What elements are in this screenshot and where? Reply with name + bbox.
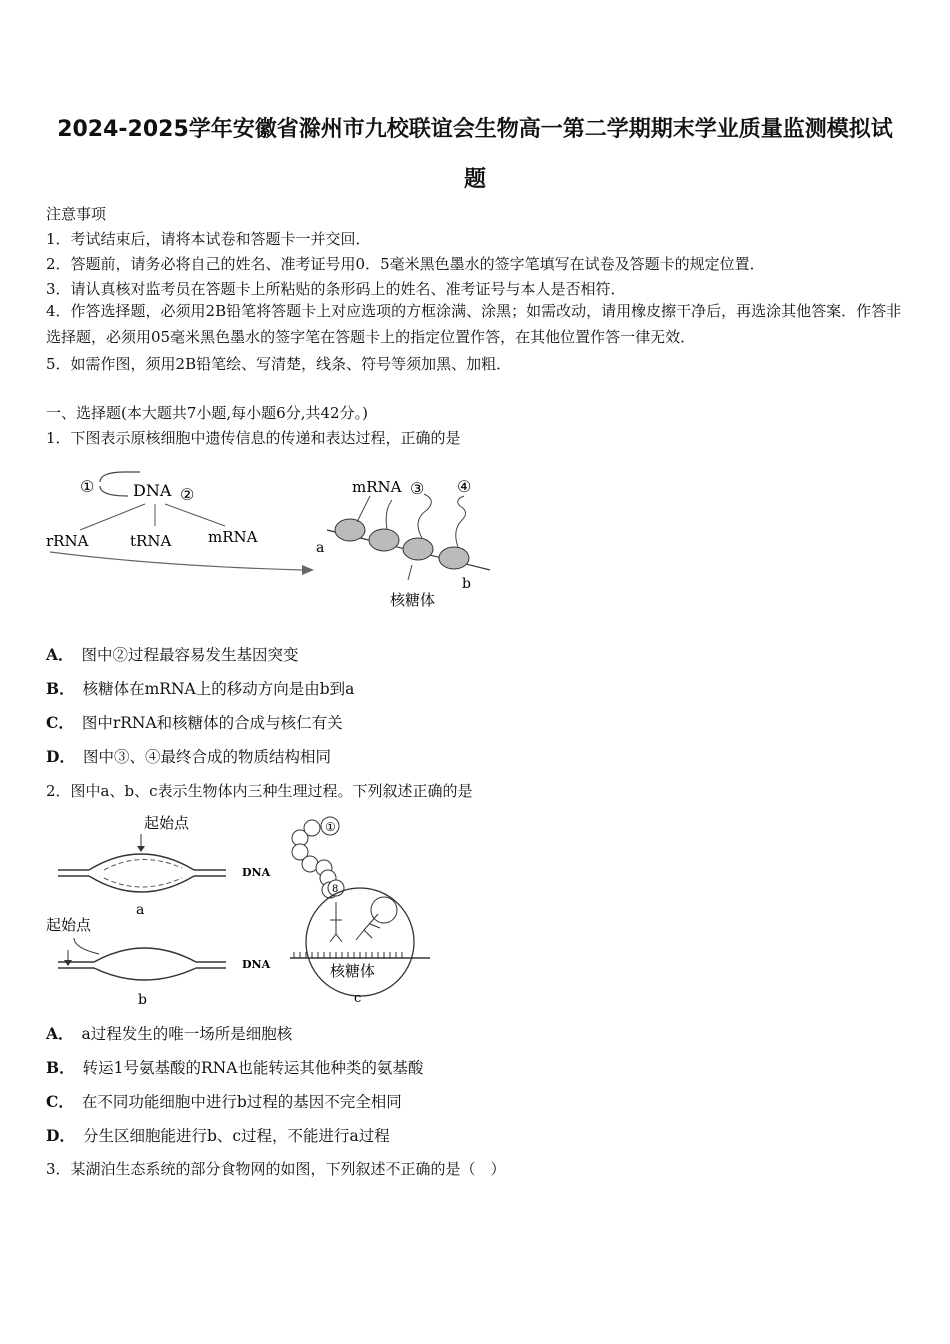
q1-rrna-label: rRNA [46, 532, 89, 550]
q2-origin-b-label: 起始点 [46, 916, 92, 934]
q1-trna-label: tRNA [130, 532, 172, 550]
q1-mrna-label: mRNA [208, 528, 258, 546]
document-title-line1: 2024-2025学年安徽省滁州市九校联谊会生物高一第二学期期末学业质量监测模拟试 [57, 117, 893, 142]
q2-label-a: a [136, 902, 145, 918]
document-title-line2: 题 [463, 167, 486, 192]
q3-stem: 3．某湖泊生态系统的部分食物网的如图，下列叙述不正确的是（ ） [46, 1160, 506, 1178]
q2-option-a: A． a过程发生的唯一场所是细胞核 [46, 1024, 293, 1043]
q1-arrow-mrna [165, 504, 225, 526]
q2-dna-b-label: DNA [242, 958, 271, 971]
q2-option-c: C． 在不同功能细胞中进行b过程的基因不完全相同 [46, 1092, 402, 1111]
notice-item-2: 2．答题前，请务必将自己的姓名、准考证号用0．5毫米黑色墨水的签字笔填写在试卷及答题卡的规定位置． [46, 255, 765, 273]
q1-long-arrow [50, 552, 302, 570]
q1-option-c: C． 图中rRNA和核糖体的合成与核仁有关 [46, 713, 343, 732]
q2-ribosome-label: 核糖体 [330, 962, 376, 980]
q2-bubble-a-top [89, 854, 194, 870]
q1-circle-3-label: ③ [410, 479, 425, 498]
q2-label-c: c [354, 991, 362, 1006]
notice-item-1: 1．考试结束后，请将本试卷和答题卡一并交回． [46, 230, 371, 248]
q1-translation-diagram [312, 470, 497, 618]
q2-circle-top-label: ① [325, 820, 336, 834]
q1-ribosome-label: 核糖体 [390, 591, 436, 609]
q1-arrow-rrna [80, 504, 145, 530]
q2-stem: 2．图中a、b、c表示生物体内三种生理过程。下列叙述正确的是 [46, 782, 473, 800]
notice-heading: 注意事项 [46, 205, 107, 223]
q1-ribosome-2 [369, 529, 399, 551]
q1-ribosome-4 [439, 547, 469, 569]
q1-ribosome-3 [403, 538, 433, 560]
q1-end-a-label: a [316, 540, 325, 556]
q2-circle-8-label: 8 [332, 884, 339, 895]
q1-option-a: A． 图中②过程最容易发生基因突变 [46, 645, 299, 664]
q1-dna-label: DNA [133, 481, 172, 500]
q1-circle-4-label: ④ [457, 477, 472, 496]
notice-item-5: 5．如需作图，须用2B铅笔绘、写清楚，线条、符号等须加黑、加粗． [46, 355, 512, 373]
q1-transcription-diagram [40, 468, 320, 586]
q2-option-b: B． 转运1号氨基酸的RNA也能转运其他种类的氨基酸 [46, 1058, 424, 1077]
q2-dna-a-label: DNA [242, 866, 271, 879]
q2-bubble-b-top [94, 948, 196, 962]
q1-end-b-label: b [462, 576, 471, 592]
q2-bubble-b-bottom [94, 968, 196, 980]
q1-ribosome-1 [335, 519, 365, 541]
section-heading: 一、选择题(本大题共7小题,每小题6分,共42分。) [46, 404, 368, 422]
q1-circle-1-label: ① [80, 477, 95, 496]
q2-label-b: b [138, 992, 147, 1008]
notice-item-4: 4．作答选择题，必须用2B铅笔将答题卡上对应选项的方框涂满、涂黑；如需改动，请用橡皮擦干净后，再选涂其他答案．作答非选择题，必须用05毫米黑色墨水的签字笔在答题卡上的指定位置作答，在其他位置作答一律无效． [46, 302, 902, 346]
q1-option-d: D． 图中③、④最终合成的物质结构相同 [46, 747, 331, 766]
q2-translation-diagram [286, 814, 436, 1006]
q2-option-d: D． 分生区细胞能进行b、c过程，不能进行a过程 [46, 1126, 390, 1145]
notice-item-3: 3．请认真核对监考员在答题卡上所粘贴的条形码上的姓名、准考证号与本人是否相符． [46, 280, 626, 298]
q1-stem: 1．下图表示原核细胞中遗传信息的传递和表达过程，正确的是 [46, 429, 461, 447]
q2-origin-a-label: 起始点 [144, 814, 190, 832]
q2-dna-processes-diagram [44, 810, 284, 1010]
q1-circle-2-label: ② [180, 485, 195, 504]
q1-mrna-top-label: mRNA [352, 478, 402, 496]
q1-option-b: B． 核糖体在mRNA上的移动方向是由b到a [46, 679, 355, 698]
